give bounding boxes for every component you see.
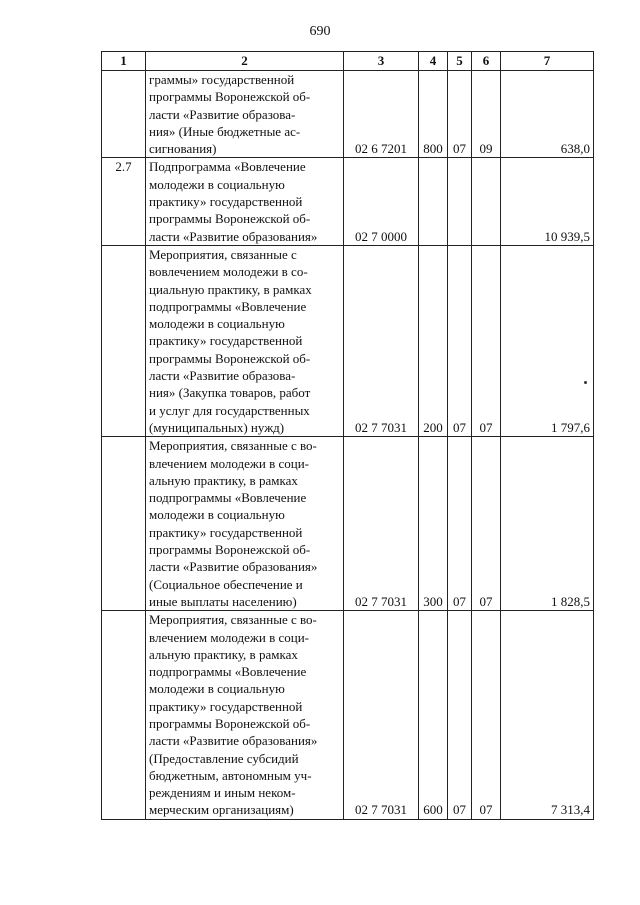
target-code: 02 7 7031	[344, 437, 419, 611]
description-line: практику» государственной	[149, 698, 303, 714]
row-description	[146, 611, 344, 820]
description-line: граммы» государственной	[149, 72, 295, 87]
section-code: 07	[448, 611, 472, 820]
section-code: 07	[448, 245, 472, 436]
table-row	[102, 245, 594, 436]
amount: 1 797,6	[501, 245, 594, 436]
description-line: и услуг для государственных	[149, 402, 310, 418]
subsection-code: 07	[472, 611, 501, 820]
description-line: Мероприятия, связанные с во-	[149, 438, 317, 454]
description-line: влечением молодежи в соци-	[149, 455, 310, 471]
description-line: альную практику, в рамках	[149, 646, 298, 662]
description-line: молодежи в социальную	[149, 681, 285, 697]
section-code: 07	[448, 71, 472, 158]
header-col-6: 6	[472, 52, 501, 71]
amount: 638,0	[501, 71, 594, 158]
target-code: 02 7 7031	[344, 245, 419, 436]
description-line: мерческим организациям)	[149, 802, 294, 818]
row-number	[102, 611, 146, 820]
target-code: 02 7 0000	[344, 158, 419, 245]
subsection-code: 07	[472, 437, 501, 611]
budget-table	[101, 51, 594, 820]
description-line: реждениям и иным неком-	[149, 785, 296, 801]
header-col-2: 2	[146, 52, 344, 71]
row-number	[102, 71, 146, 158]
description-line: циальную практику, в рамках	[149, 281, 312, 297]
section-code: 07	[448, 437, 472, 611]
page-number: 690	[309, 24, 331, 39]
scan-dot	[584, 381, 587, 384]
description-line: сигнования)	[149, 141, 217, 157]
row-number: 2.7	[102, 158, 146, 245]
description-line: подпрограммы «Вовлечение	[149, 664, 307, 680]
row-number	[102, 437, 146, 611]
target-code: 02 7 7031	[344, 611, 419, 820]
description-line: практику» государственной	[149, 524, 303, 540]
expense-type: 800	[419, 71, 448, 158]
row-description	[146, 71, 344, 158]
description-line: (муниципальных) нужд)	[149, 419, 285, 435]
description-line: подпрограммы «Вовлечение	[149, 298, 307, 314]
table-row	[102, 437, 594, 611]
header-col-3: 3	[344, 52, 419, 71]
description-line: бюджетным, автономным уч-	[149, 767, 312, 783]
target-code: 02 6 7201	[344, 71, 419, 158]
header-col-5: 5	[448, 52, 472, 71]
description-line: иные выплаты населению)	[149, 593, 297, 609]
amount: 7 313,4	[501, 611, 594, 820]
description-line: (Социальное обеспечение и	[149, 576, 303, 592]
description-line: Мероприятия, связанные с во-	[149, 612, 317, 628]
table-row	[102, 71, 594, 158]
description-line: практику» государственной	[149, 194, 303, 210]
description-line: ния» (Закупка товаров, работ	[149, 385, 311, 401]
subsection-code: 07	[472, 245, 501, 436]
header-row	[102, 52, 594, 71]
subsection-code	[472, 158, 501, 245]
expense-type: 200	[419, 245, 448, 436]
description-line: ласти «Развитие образова-	[149, 106, 296, 122]
row-number	[102, 245, 146, 436]
table-row	[102, 158, 594, 245]
description-line: ласти «Развитие образования»	[149, 559, 318, 575]
description-line: ласти «Развитие образования»	[149, 733, 318, 749]
description-line: программы Воронежской об-	[149, 350, 311, 366]
description-line: программы Воронежской об-	[149, 89, 311, 105]
expense-type: 300	[419, 437, 448, 611]
header-col-7: 7	[501, 52, 594, 71]
header-col-4: 4	[419, 52, 448, 71]
description-line: практику» государственной	[149, 333, 303, 349]
expense-type	[419, 158, 448, 245]
description-line: молодежи в социальную	[149, 316, 285, 332]
description-line: Мероприятия, связанные с	[149, 246, 297, 262]
row-description	[146, 245, 344, 436]
description-line: влечением молодежи в соци-	[149, 629, 310, 645]
description-line: молодежи в социальную	[149, 507, 285, 523]
row-description	[146, 158, 344, 245]
description-line: Подпрограмма «Вовлечение	[149, 159, 306, 175]
description-line: вовлечением молодежи в со-	[149, 264, 308, 280]
amount: 10 939,5	[501, 158, 594, 245]
description-line: ния» (Иные бюджетные ас-	[149, 123, 301, 139]
header-col-1: 1	[102, 52, 146, 71]
description-line: подпрограммы «Вовлечение	[149, 490, 307, 506]
description-line: молодежи в социальную	[149, 176, 285, 192]
section-code	[448, 158, 472, 245]
description-line: программы Воронежской об-	[149, 211, 311, 227]
subsection-code: 09	[472, 71, 501, 158]
row-description	[146, 437, 344, 611]
description-line: программы Воронежской об-	[149, 715, 311, 731]
amount: 1 828,5	[501, 437, 594, 611]
description-line: программы Воронежской об-	[149, 542, 311, 558]
description-line: альную практику, в рамках	[149, 472, 298, 488]
description-line: ласти «Развитие образования»	[149, 228, 318, 244]
description-line: ласти «Развитие образова-	[149, 368, 296, 384]
description-line: (Предоставление субсидий	[149, 750, 299, 766]
table-row	[102, 611, 594, 820]
expense-type: 600	[419, 611, 448, 820]
